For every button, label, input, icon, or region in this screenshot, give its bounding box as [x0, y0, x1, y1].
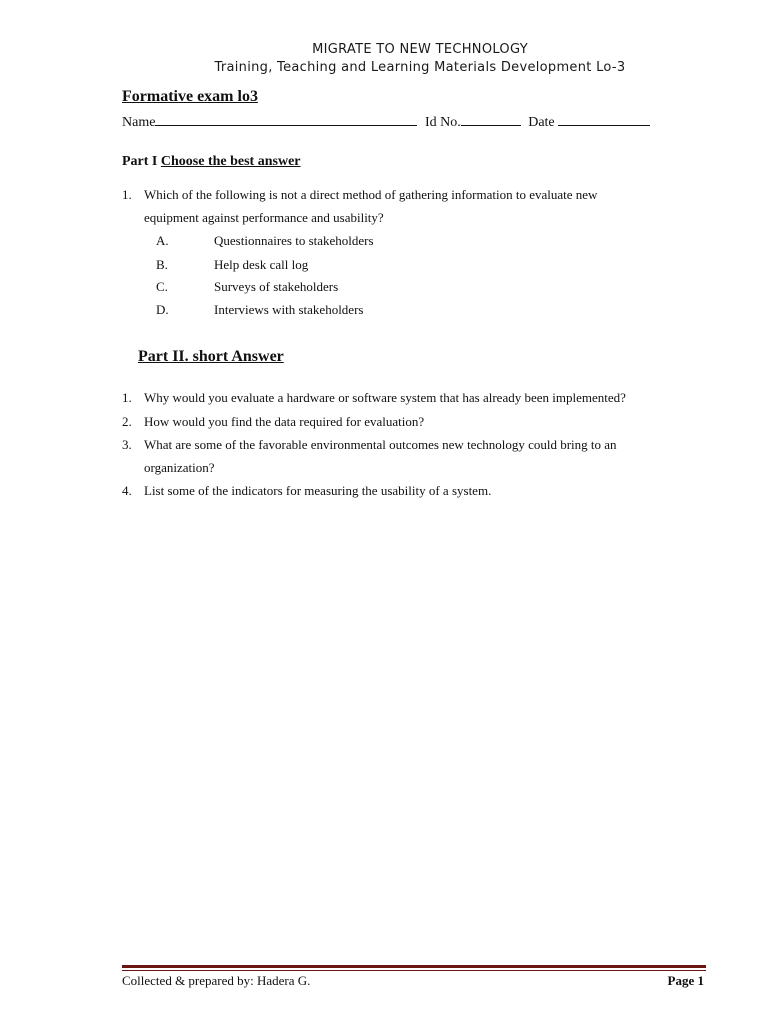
- id-label: Id No.: [424, 115, 461, 130]
- footer-rule: [122, 965, 706, 971]
- page-number: Page 1: [667, 973, 704, 988]
- option-c: [156, 276, 338, 298]
- id-blank: [461, 111, 521, 126]
- question-text-continued: equipment against performance and usability?: [144, 210, 384, 225]
- date-blank: [558, 111, 650, 126]
- question-number: 2.: [122, 414, 132, 429]
- option-letter: C.: [156, 279, 168, 294]
- student-info-row: [122, 111, 682, 131]
- option-text: Questionnaires to stakeholders: [214, 233, 374, 248]
- question-text: What are some of the favorable environmental outcomes new technology could bring to an: [144, 437, 617, 452]
- option-text: Interviews with stakeholders: [214, 302, 364, 317]
- option-d: [156, 299, 363, 321]
- question-text: How would you find the data required for evaluation?: [144, 414, 425, 429]
- option-text: Surveys of stakeholders: [214, 279, 339, 294]
- date-label: Date: [528, 115, 555, 130]
- option-a: [156, 230, 374, 252]
- name-blank: [155, 111, 417, 126]
- part1-label: Part I: [122, 154, 158, 169]
- running-header-subtitle: Training, Teaching and Learning Materials Development Lo-3: [214, 60, 626, 75]
- question-text: Why would you evaluate a hardware or software system that has already been implemented?: [144, 390, 626, 405]
- running-header-title: MIGRATE TO NEW TECHNOLOGY: [312, 42, 528, 57]
- question-text-continued: organization?: [144, 460, 215, 475]
- option-b: [156, 254, 308, 276]
- document-title: Formative exam lo3: [122, 88, 258, 105]
- option-letter: A.: [156, 233, 169, 248]
- question-number: 1.: [122, 187, 132, 202]
- footer-author: Collected & prepared by: Hadera G.: [122, 973, 311, 988]
- name-label: Name: [122, 115, 156, 130]
- option-letter: D.: [156, 302, 169, 317]
- option-text: Help desk call log: [214, 257, 309, 272]
- option-letter: B.: [156, 257, 168, 272]
- question-number: 3.: [122, 437, 132, 452]
- question-text: Which of the following is not a direct method of gathering information to evaluate new: [144, 187, 598, 202]
- part2-heading: Part II. short Answer: [138, 348, 284, 365]
- question-text: List some of the indicators for measuring the usability of a system.: [144, 483, 492, 498]
- question-number: 4.: [122, 483, 132, 498]
- part1-instruction: Choose the best answer: [160, 154, 301, 169]
- part1-heading: [122, 154, 301, 170]
- question-number: 1.: [122, 390, 132, 405]
